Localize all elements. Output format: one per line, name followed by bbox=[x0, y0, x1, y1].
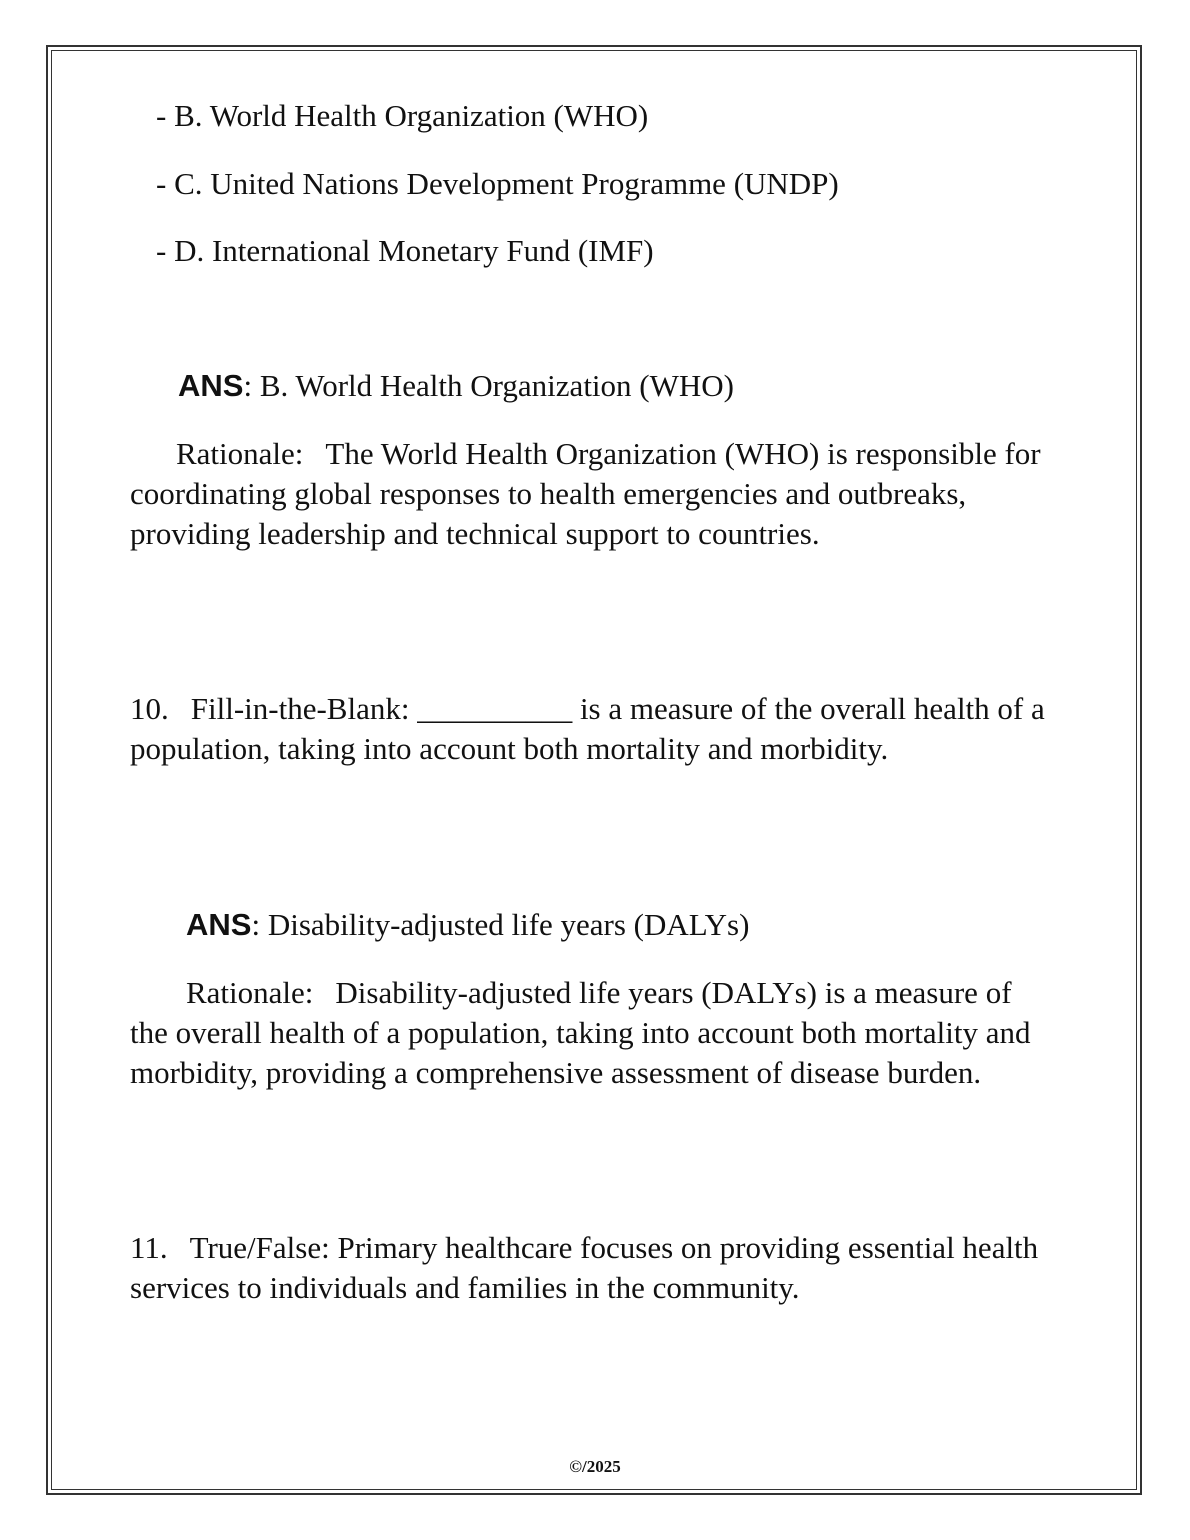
q10-rationale bbox=[130, 973, 1050, 1093]
question-number: 11. bbox=[130, 1230, 168, 1265]
question-text: Fill-in-the-Blank: __________ is a measure of the overall health of a population, taking into account both mortality and morbidity. bbox=[130, 691, 1045, 766]
question-10 bbox=[130, 689, 1050, 769]
rationale-label: Rationale: bbox=[186, 975, 314, 1010]
answer-label: ANS bbox=[178, 368, 244, 403]
answer-label: ANS bbox=[186, 907, 252, 942]
q10-answer bbox=[186, 905, 749, 945]
page-footer: ©/2025 bbox=[569, 1457, 621, 1476]
q9-rationale bbox=[130, 434, 1050, 554]
rationale-text: The World Health Organization (WHO) is responsible for coordinating global responses to health emergencies and outbreaks, providing leadership and technical support to countries. bbox=[130, 436, 1041, 551]
option-b: - B. World Health Organization (WHO) bbox=[156, 98, 649, 133]
q9-answer bbox=[178, 366, 734, 406]
answer-text: : Disability-adjusted life years (DALYs) bbox=[251, 907, 750, 942]
option-c: - C. United Nations Development Programme (UNDP) bbox=[156, 166, 839, 201]
rationale-label: Rationale: bbox=[176, 436, 304, 471]
option-d: - D. International Monetary Fund (IMF) bbox=[156, 233, 654, 268]
question-text: True/False: Primary healthcare focuses on providing essential health services to individuals and families in the community. bbox=[130, 1230, 1039, 1305]
rationale-text: Disability-adjusted life years (DALYs) is a measure of the overall health of a population, taking into account both mortality and morbidity, providing a comprehensive assessment of disease burden. bbox=[130, 975, 1031, 1090]
answer-text: : B. World Health Organization (WHO) bbox=[243, 368, 734, 403]
question-11 bbox=[130, 1228, 1050, 1308]
question-number: 10. bbox=[130, 691, 169, 726]
